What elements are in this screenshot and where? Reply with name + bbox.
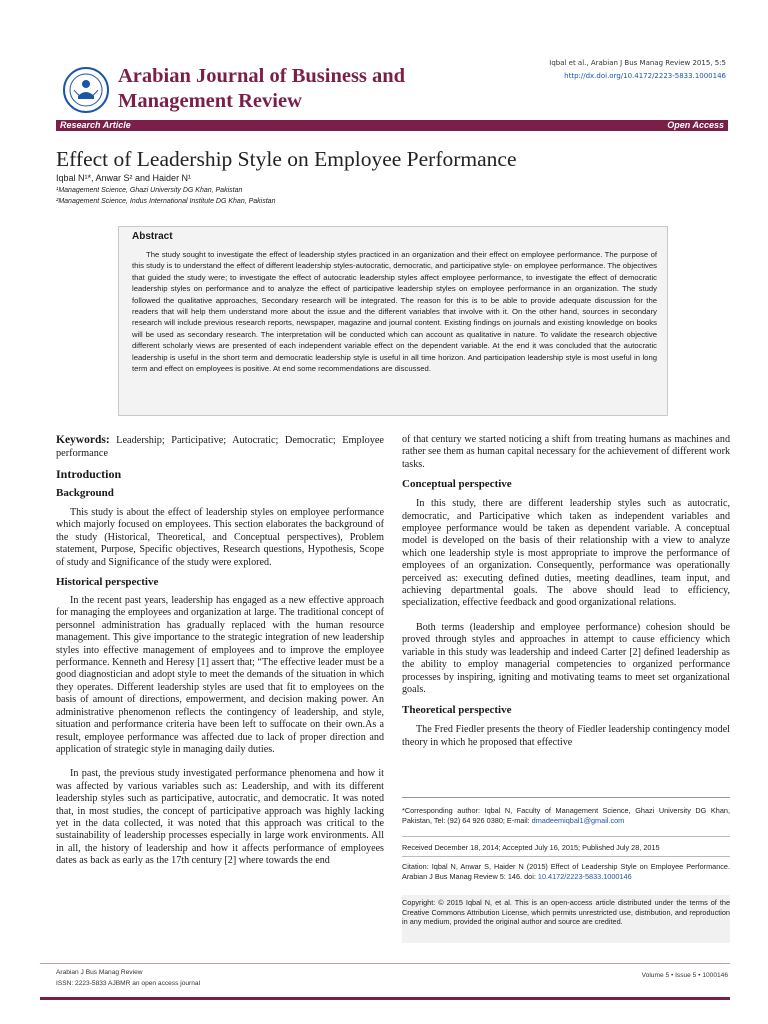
background-heading: Background	[56, 487, 114, 499]
abstract-box	[118, 226, 668, 416]
footer-issn: ISSN: 2223-5833 AJBMR an open access journal	[56, 980, 201, 987]
introduction-heading: Introduction	[56, 467, 122, 481]
historical-paragraph-1: In the recent past years, leadership has engaged as a new effective approach for managing the employees and organization at large. The traditional concept of personnel administration has gradually replaced with the human resource management. This give importance to the strategic integration of new leadership styles into effective management of employees and to improve the employee performance. Kenneth and Heresy [1] assert that; “The effective leader must be a good diagnostician and adopt style to meet the demands of the situation in which they operates. Different leadership styles are used that fit to employees on the basis of amount of directions, empowerment, and decision making power. An administrative phenomenon reflects the contingency of leadership, and style, situation and performance criteria have been left to suffocate on their own.As a result, employee performance was affected due to lack of proper direction and application of strategic style in managing daily duties.	[56, 595, 384, 755]
research-article-label: Research Article	[60, 120, 131, 130]
footer-journal-info	[56, 967, 200, 989]
conceptual-paragraph-2: Both terms (leadership and employee performance) cohesion should be proved through styles and approaches in attempt to cause efficiency which variable in this study was leadership and indeed Carter [2] defined leadership as the ability to employ managerial competencies to organized performance processes by inspiring, igniting and motivating teams to meet set organizational goals.	[402, 621, 730, 695]
corresponding-author-text: *Corresponding author: Iqbal N, Faculty of Management Science, Ghazi University DG Khan, Pakistan, Tel: (92) 64 926 0380; E-mail:	[402, 806, 730, 825]
citation-doi-link[interactable]: 10.4172/2223-5833.1000146	[537, 871, 632, 881]
paper-title: Effect of Leadership Style on Employee Performance	[56, 147, 517, 171]
footnote-divider	[402, 856, 730, 857]
theoretical-paragraph: The Fred Fiedler presents the theory of Fiedler leadership contingency model theory in which he proposed that effective	[402, 724, 730, 748]
right-column	[402, 434, 730, 749]
corresponding-author	[402, 806, 730, 825]
background-paragraph: This study is about the effect of leadership styles on employee performance which majorly focused on employees. This section elaborates the background of the study (Historical, Theoretical, and Conceptual perspectives), Problem statement, Purpose, Specific objectives, Research questions, Hypothesis, Scope of study and Significance of the study were explored.	[56, 507, 384, 568]
affiliation-1: ¹Management Science, Ghazi University DG Khan, Pakistan	[56, 187, 243, 194]
doi-link[interactable]: http://dx.doi.org/10.4172/2223-5833.1000146	[564, 72, 726, 80]
footer-bar	[40, 997, 730, 1000]
email-link[interactable]: dmadeemiqbal1@gmail.com	[531, 815, 625, 825]
citation-text: Citation: Iqbal N, Anwar S, Haider N (2015) Effect of Leadership Style on Employee Performance. Arabian J Bus Manag Review 5: 146. doi:	[402, 862, 730, 881]
open-access-label: Open Access	[667, 120, 724, 130]
citation-header	[520, 57, 726, 83]
keywords-text: Leadership; Participative; Autocratic; Democratic; Employee performance	[56, 435, 384, 459]
conceptual-paragraph-1: In this study, there are different leadership styles such as autocratic, democratic, and Participative which taken as independent variables and employee performance would be taken as dependent variable. A conceptual model is developed on the basis of their relationship with a view to analyze which one leadership style is most appropriate to improve the performance of employees of an organization. Consequently, performance was operationally perceived as: executing defined duties, meeting deadlines, team input, and achieving departmental goals. The above should lead to efficiency, specialization, effective feedback and good organizational relations.	[402, 498, 730, 609]
received-dates: Received December 18, 2014; Accepted July 16, 2015; Published July 28, 2015	[402, 843, 660, 852]
citation-note	[402, 862, 730, 881]
authors: Iqbal N¹*, Anwar S² and Haider N¹	[56, 173, 192, 183]
abstract-heading: Abstract	[132, 231, 173, 242]
conceptual-heading: Conceptual perspective	[402, 478, 512, 491]
footnote-divider	[402, 836, 730, 837]
affiliation-2: ²Management Science, Indus International Institute DG Khan, Pakistan	[56, 198, 276, 205]
historical-heading: Historical perspective	[56, 576, 159, 589]
article-type-band	[56, 120, 728, 131]
footnote-rule	[402, 797, 730, 798]
abstract-text: The study sought to investigate the effect of leadership styles practiced in an organization and their effect on employee performance. The purpose of this study is to understand the effect of different leadership styles-autocratic, democratic, and participative style- on employee performance. The objectives that guided the study were; to investigate the effect of autocratic leadership styles affect employee performance, to investigate the effect of democratic leadership styles on performance and to analyze the effect of participative leadership styles on employee performance in an organization. The study followed the qualitative approaches, Secondary research will be integrated. The reason for this is to be able to provide adequate discussion for the readers that will help them understand more about the issue and the different variables that involve with it. On the other hand, sources in secondary research will include previous research reports, newspaper, magazine and journal content. Existing findings on journals and existing knowledge on books will be used as secondary research. The interpretation will be conducted which can account as qualitative in nature. To validate the research objective different scholarly views are presented of each independent variable effect on the dependent variable. At the end it was concluded that the autocratic leadership is useful in the short term and democratic leadership style is useful in all time horizon. And participation leadership style is most useful in long term and effect on employees is positive. At end some recommendations are discussed.	[132, 250, 657, 374]
keywords	[56, 434, 384, 460]
citation-line: Iqbal et al., Arabian J Bus Manag Review 2015, 5:5	[549, 59, 726, 67]
journal-name: Arabian Journal of Business and Management Review	[118, 65, 406, 112]
footer-volume: Volume 5 • Issue 5 • 1000146	[641, 972, 728, 979]
footer-journal-name: Arabian J Bus Manag Review	[56, 969, 143, 976]
theoretical-heading: Theoretical perspective	[402, 704, 512, 717]
journal-seal-icon	[62, 66, 110, 114]
copyright-note: Copyright: © 2015 Iqbal N, et al. This is an open-access article distributed under the terms of the Creative Commons Attribution License, which permits unrestricted use, distribution, and reproduction in any medium, provided the original author and source are credited.	[402, 898, 730, 927]
continuation-paragraph: of that century we started noticing a shift from treating humans as machines and rather see them as human capital necessary for the achievement of different work tasks.	[402, 434, 730, 470]
footer-rule	[40, 963, 730, 964]
left-column	[56, 434, 384, 868]
keywords-label: Keywords:	[56, 434, 110, 446]
historical-paragraph-2: In past, the previous study investigated performance phenomena and how it was affected by various variables such as: Leadership, and with its different leadership styles such as participative, autocratic, and democratic. It was noted that, in most studies, the concept of participative approach was highly lacking yet in the data collected, it was noted that this approach was critical to the sustainability of leadership processes especially in large work environments. All in all, the history of leadership and how it affects performance of employees dates as back as early as the 17th century [2] where towards the end	[56, 768, 384, 867]
